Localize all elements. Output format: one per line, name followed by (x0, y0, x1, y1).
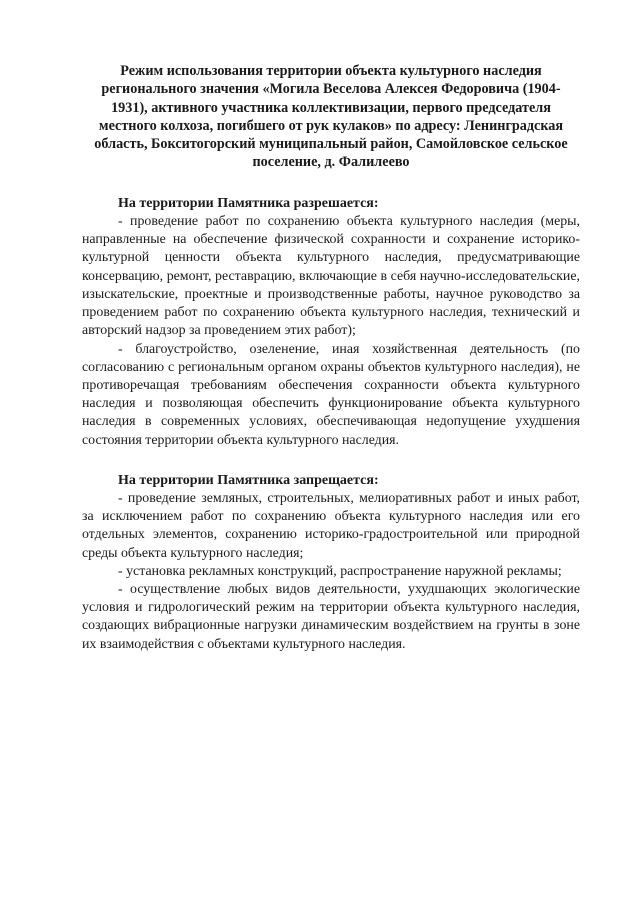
prohibited-item-harmful-activity: - осуществление любых видов деятельности, ухудшающих экологические условия и гидрологический режим на территории объекта культурного наследия, создающих вибрационные нагрузки динамическим воздействием на грунты в зоне их взаимодействия с объектами культурного наследия. (82, 582, 580, 652)
prohibited-item-earthworks: - проведение земляных, строительных, мелиоративных работ и иных работ, за исключением работ по сохранению объекта культурного наследия или его отдельных элементов, сохранению историко-градостроительной или природной среды объекта культурного наследия; (82, 491, 580, 561)
prohibited-item-advertising: - установка рекламных конструкций, распространение наружной рекламы; (118, 563, 562, 579)
section-allowed (82, 195, 580, 450)
allowed-item-preservation: - проведение работ по сохранению объекта культурного наследия (меры, направленные на обеспечение физической сохранности и сохранение историко-культурной ценности объекта культурного наследия, предусматривающие консервацию, ремонт, реставрацию, включающие в себя научно-исследовательские, изыскательские, проектные и производственные работы, научное руководство за проведением работ по сохранению объекта культурного наследия, технический и авторский надзор за проведением этих работ); (82, 214, 580, 339)
section-prohibited (82, 472, 580, 654)
allowed-item-landscaping: - благоустройство, озеленение, иная хозяйственная деятельность (по согласованию с региональным органом охраны объектов культурного наследия), не противоречащая требованиям обеспечения сохранности объекта культурного наследия и позволяющая обеспечить функционирование объекта культурного наследия в современных условиях, обеспечивающая недопущение ухудшения состояния территории объекта культурного наследия. (82, 341, 580, 448)
section-heading-prohibited: На территории Памятника запрещается: (118, 472, 379, 488)
document-title: Режим использования территории объекта культурного наследия регионального значения «Могила Веселова Алексея Федоровича (1904-1931), активного участника коллективизации, первого председателя местного колхоза, погибшего от рук кулаков» по адресу: Ленинградская область, Бокситогорский муниципальный район, Самойловское сельское поселение, д. Фалилеево (94, 63, 568, 171)
section-heading-allowed: На территории Памятника разрешается: (118, 195, 379, 211)
